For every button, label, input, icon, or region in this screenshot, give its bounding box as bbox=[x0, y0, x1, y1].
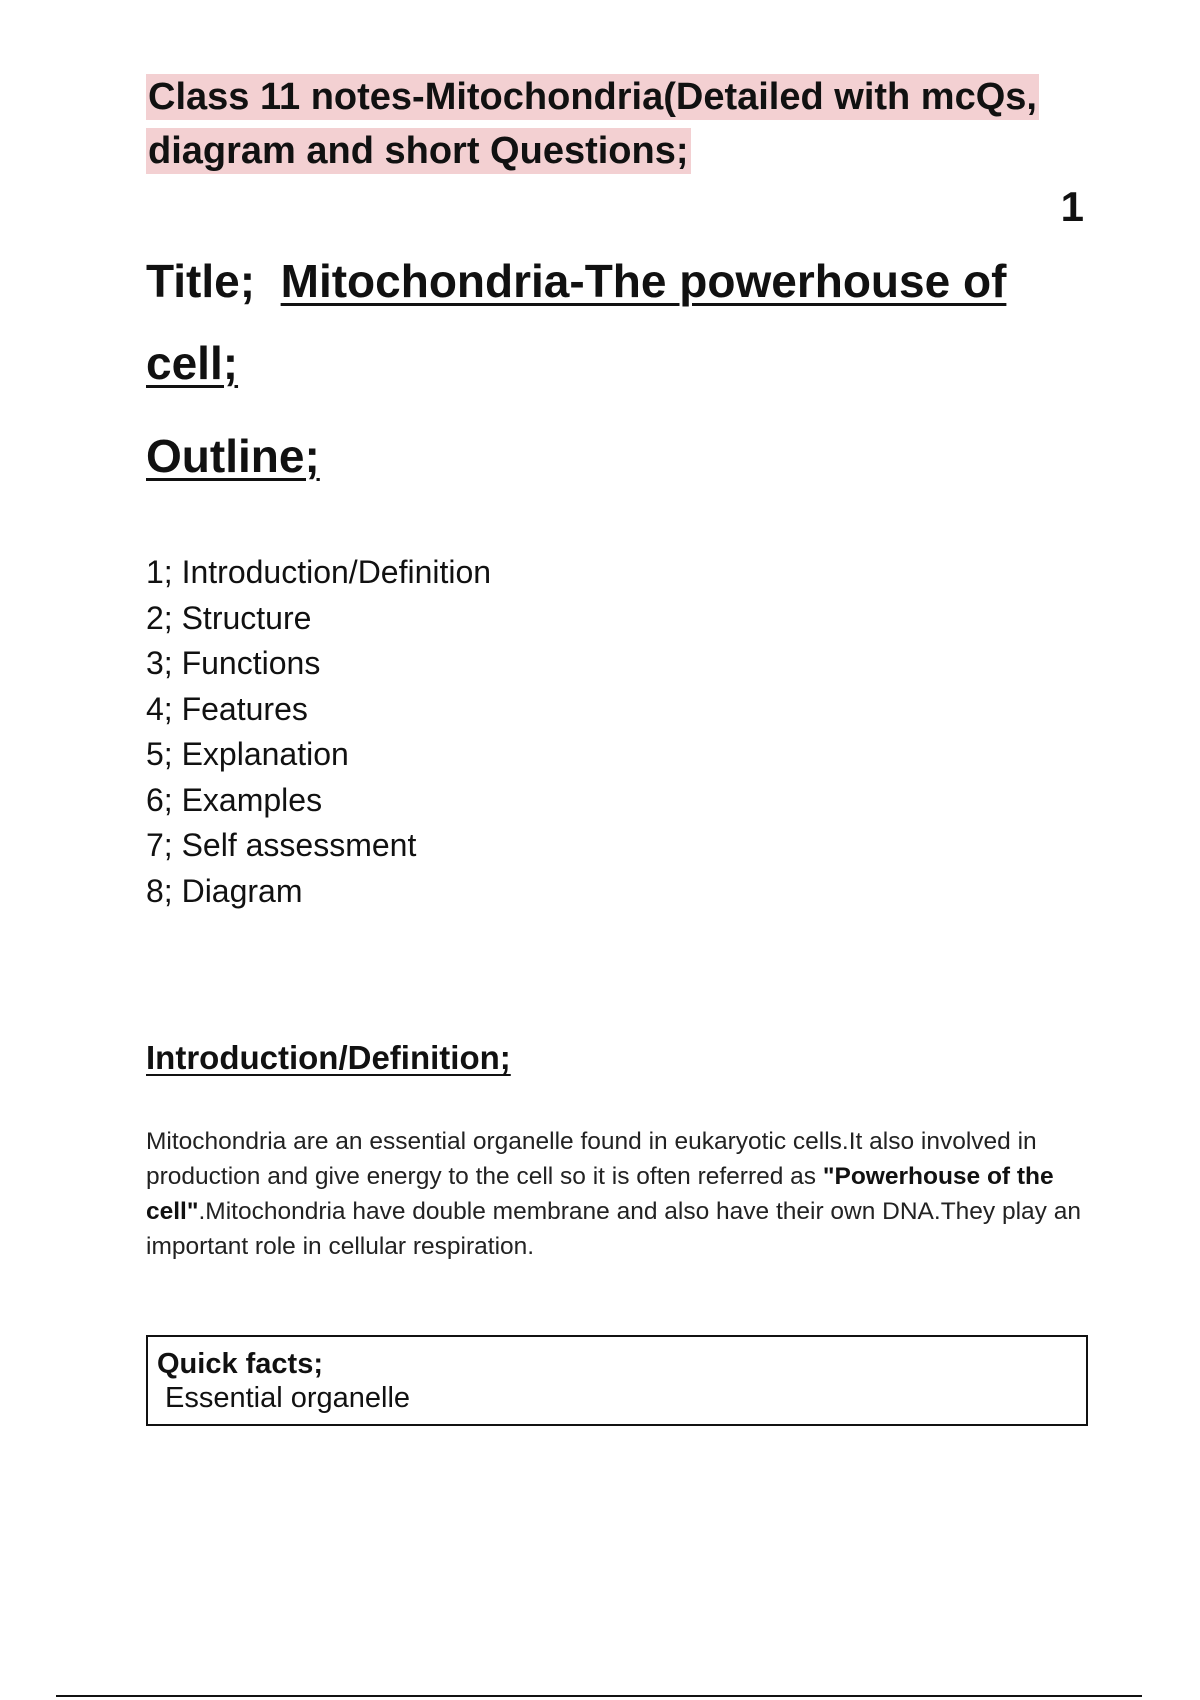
page-number: 1 bbox=[1060, 183, 1084, 230]
quick-facts-title: Quick facts; bbox=[157, 1348, 323, 1380]
outline-item: 7; Self assessment bbox=[146, 827, 417, 863]
outline-list bbox=[146, 550, 491, 914]
intro-text-after: .Mitochondria have double membrane and also have their own DNA.They play an important role in cellular respiration. bbox=[146, 1198, 1081, 1260]
outline-item: 4; Features bbox=[146, 690, 308, 727]
title-block bbox=[146, 240, 1046, 404]
introduction-paragraph bbox=[146, 1124, 1106, 1264]
outline-heading: Outline; bbox=[146, 430, 320, 482]
title-text: Mitochondria-The powerhouse of cell; bbox=[146, 255, 1007, 389]
document-heading bbox=[146, 70, 1096, 178]
outline-item: 2; Structure bbox=[146, 599, 312, 636]
heading-line-2: diagram and short Questions; bbox=[148, 130, 689, 172]
intro-text-before: Mitochondria are an essential organelle found in eukaryotic cells.It also involved in production and give energy to the cell so it is often referred as bbox=[146, 1128, 1037, 1190]
outline-item: 3; Functions bbox=[146, 645, 321, 681]
page-bottom-rule bbox=[56, 1695, 1142, 1697]
highlighted-heading-text bbox=[146, 74, 1039, 174]
outline-item: 5; Explanation bbox=[146, 736, 349, 772]
outline-item: 1; Introduction/Definition bbox=[146, 554, 492, 590]
outline-item: 8; Diagram bbox=[146, 872, 303, 909]
quick-facts-box bbox=[146, 1335, 1088, 1426]
quick-facts-item: Essential organelle bbox=[165, 1382, 411, 1414]
outline-item: 6; Examples bbox=[146, 781, 323, 818]
heading-line-1: Class 11 notes-Mitochondria(Detailed with mcQs, bbox=[148, 76, 1037, 118]
title-label: Title; bbox=[146, 255, 256, 307]
introduction-heading: Introduction/Definition; bbox=[146, 1039, 511, 1076]
intro-bold-phrase: "Powerhouse of the cell" bbox=[146, 1163, 1054, 1225]
